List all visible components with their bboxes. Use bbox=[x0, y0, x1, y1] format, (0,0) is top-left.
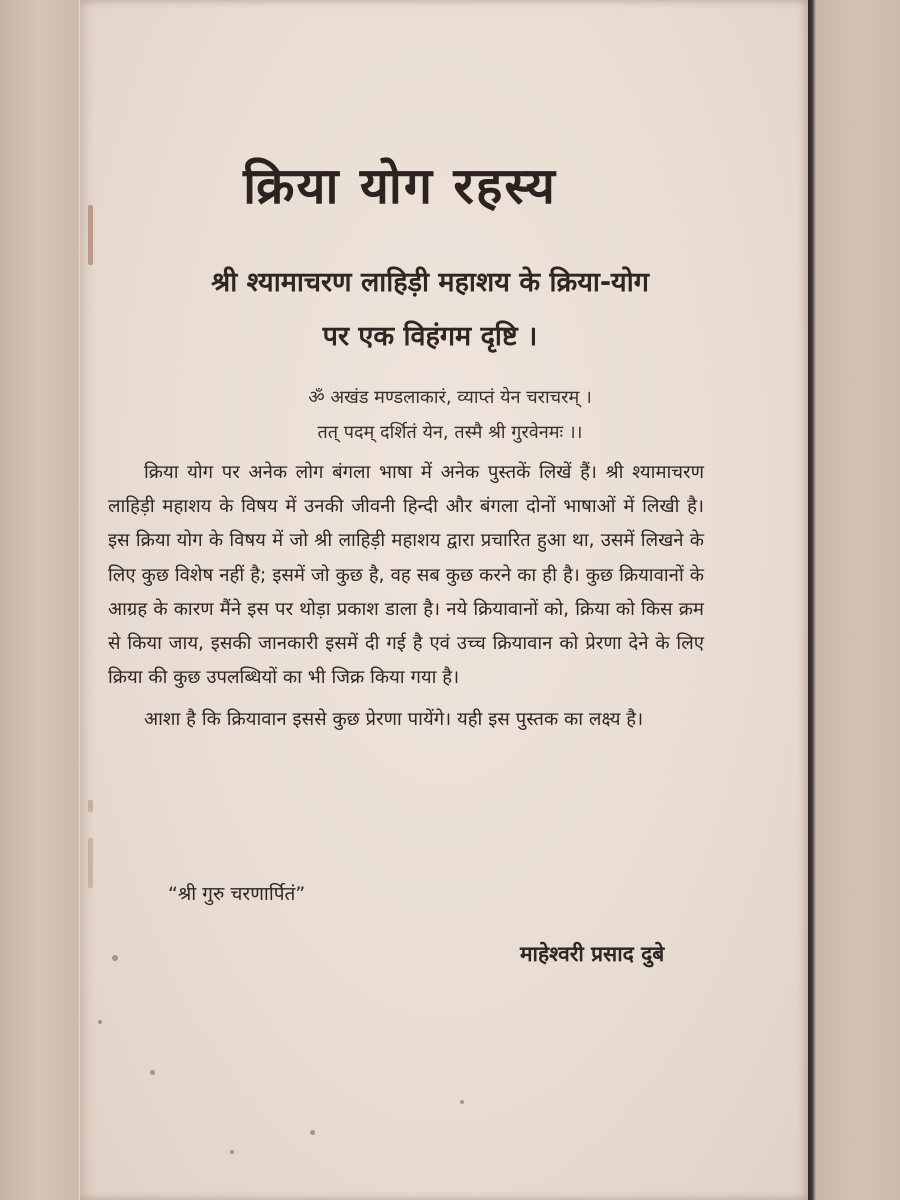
page-stain-lower bbox=[88, 838, 93, 888]
page-title: क्रिया योग रहस्य bbox=[243, 157, 557, 215]
preface-paragraph-1: क्रिया योग पर अनेक लोग बंगला भाषा में अनेक पुस्तकें लिखें हैं। श्री श्यामाचरण लाहिड़ी महाशय के विषय में उनकी जीवनी हिन्दी और बंगला दोनों भाषाओं में लिखी है। इस क्रिया योग के विषय में जो श्री लाहिड़ी महाशय द्वारा प्रचारित हुआ था, उसमें लिखने के लिए कुछ विशेष नहीं है; इसमें जो कुछ है, वह सब कुछ करने का ही है। कुछ क्रियावानों के आग्रह के कारण मैंने इस पर थोड़ा प्रकाश डाला है। नये क्रियावानों को, क्रिया को किस क्रम से किया जाय, इसकी जानकारी इसमें दी गई है एवं उच्च क्रियावान को प्रेरणा देने के लिए क्रिया की कुछ उपलब्धियों का भी जिक्र किया गया है। bbox=[108, 462, 704, 689]
preface-paragraph-2: आशा है कि क्रियावान इससे कुछ प्रेरणा पायेंगे। यही इस पुस्तक का लक्ष्य है। bbox=[144, 709, 644, 731]
subtitle-line-2: पर एक विहंगम दृष्टि । bbox=[322, 321, 538, 352]
page-speck bbox=[112, 955, 118, 961]
page-speck bbox=[460, 1100, 464, 1104]
preface-body bbox=[108, 456, 704, 738]
page-speck bbox=[310, 1130, 315, 1135]
page-speck bbox=[98, 1020, 102, 1024]
page-subtitle bbox=[100, 256, 760, 364]
author-signature: माहेश्वरी प्रसाद दुबे bbox=[520, 942, 665, 966]
dedication-line: “श्री गुरु चरणार्पितं” bbox=[168, 883, 306, 905]
subtitle-line-1: श्री श्यामाचरण लाहिड़ी महाशय के क्रिया-योग bbox=[211, 267, 649, 298]
page-speck bbox=[230, 1150, 234, 1154]
shloka-line-1: ॐ अखंड मण्डलाकारं, व्याप्तं येन चराचरम् । bbox=[308, 387, 592, 408]
page-stain-middle bbox=[88, 800, 93, 812]
page-speck bbox=[150, 1070, 155, 1075]
shloka-line-2: तत् पदम् दर्शितं येन, तस्मै श्री गुरवेनमः ।। bbox=[317, 422, 583, 443]
